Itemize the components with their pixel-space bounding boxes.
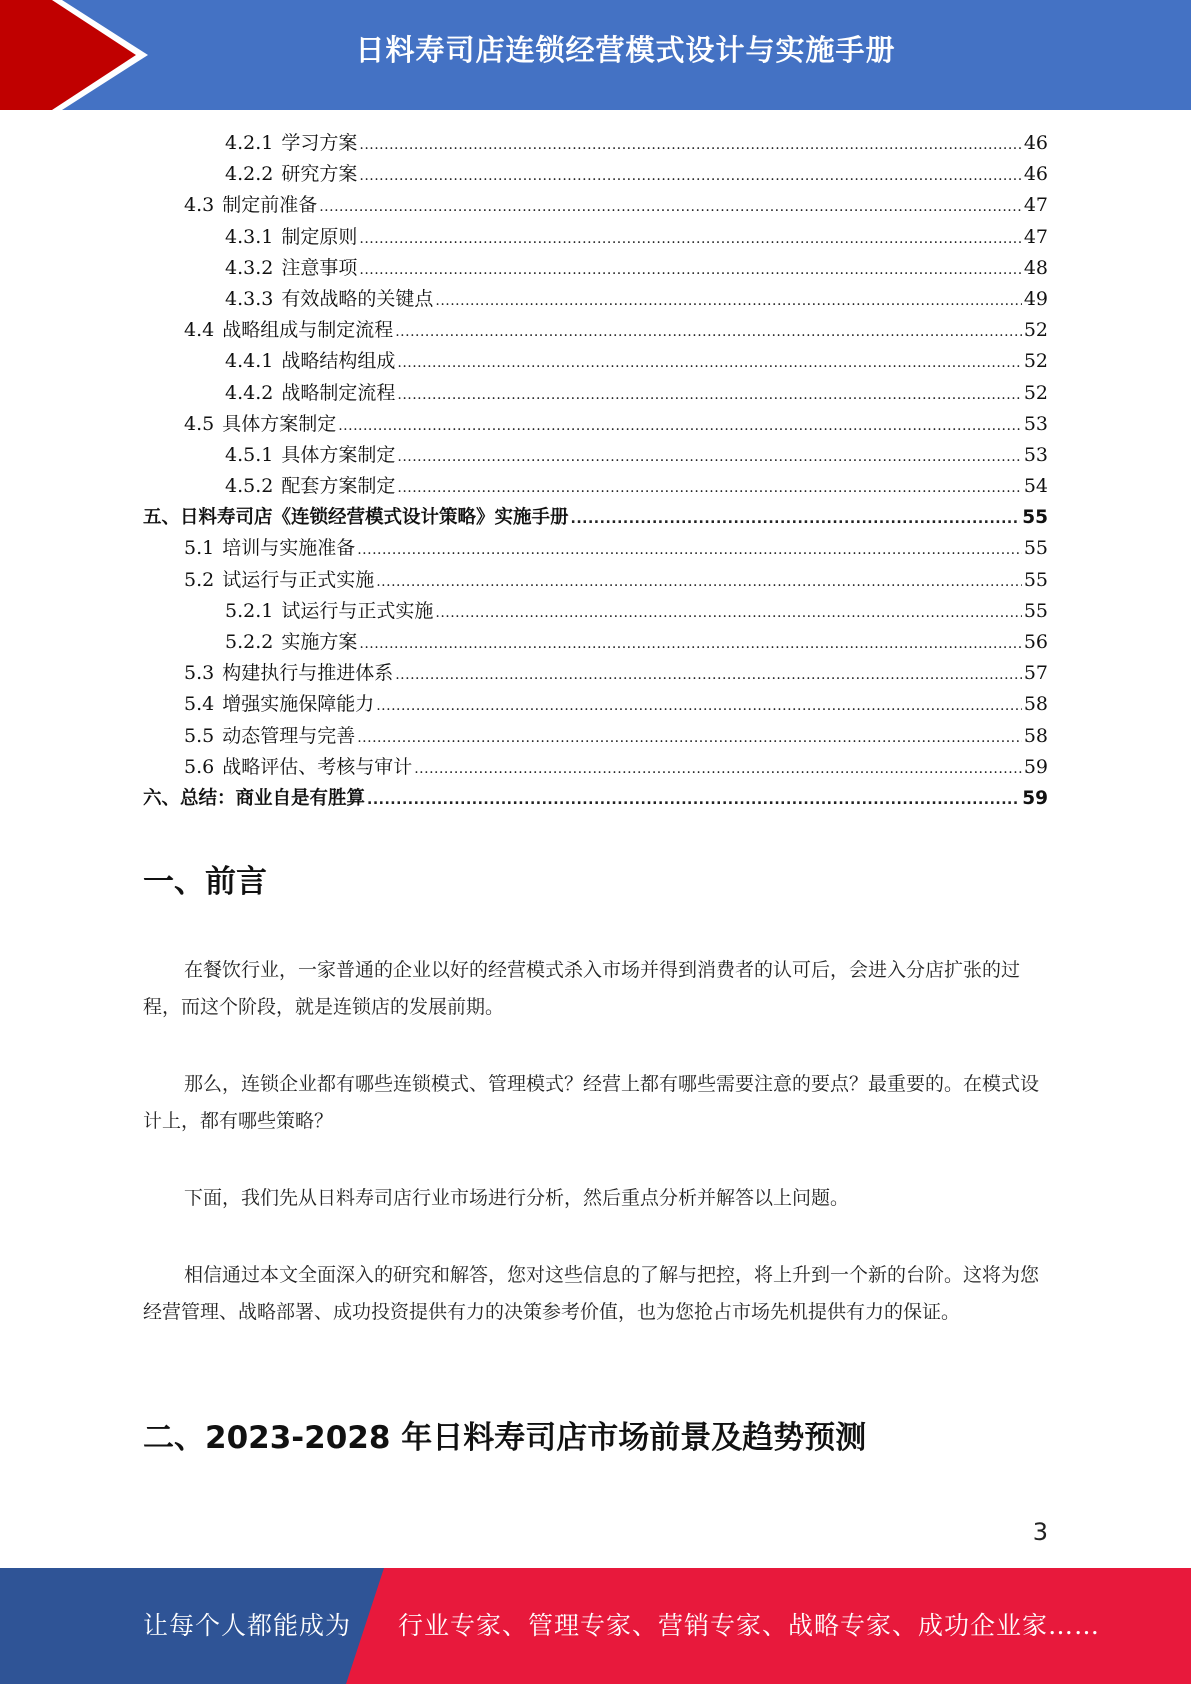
toc-entry[interactable] (143, 284, 1048, 315)
toc-dot-leader (359, 253, 1021, 284)
toc-dot-leader (414, 752, 1022, 783)
toc-entry-label: 动态管理与完善 (222, 724, 356, 747)
toc-entry-label: 配套方案制定 (281, 475, 396, 498)
toc-dot-leader (357, 533, 1022, 564)
toc-dot-leader (435, 596, 1021, 627)
toc-entry-number: 4.4.1 (225, 350, 274, 373)
toc-dot-leader (397, 346, 1021, 377)
toc-entry-number: 六、 (143, 787, 181, 809)
toc-entry-number: 5.4 (184, 693, 215, 716)
toc-entry[interactable] (143, 253, 1048, 284)
toc-dot-leader (397, 440, 1021, 471)
toc-entry-number: 5.2.2 (225, 631, 274, 653)
toc-entry-page: 53 (1023, 412, 1048, 435)
toc-entry-number: 4.2.1 (225, 132, 274, 154)
toc-dot-leader (435, 284, 1021, 315)
page-footer (0, 1568, 1191, 1684)
toc-entry[interactable] (143, 783, 1048, 814)
toc-entry-number: 4.3.2 (225, 256, 274, 279)
preface-paragraph: 下面，我们先从日料寿司店行业市场进行分析，然后重点分析并解答以上问题。 (184, 1187, 850, 1209)
toc-dot-leader (359, 627, 1021, 658)
toc-entry[interactable] (143, 471, 1048, 502)
toc-entry-number: 4.4.2 (225, 381, 274, 404)
toc-entry-page: 55 (1022, 507, 1048, 529)
section2-heading: 二、2023-2028 年日料寿司店市场前景及趋势预测 (143, 1420, 867, 1456)
toc-entry[interactable] (143, 440, 1048, 471)
toc-entry-number: 5.3 (184, 662, 215, 685)
preface-paragraph: 在餐饮行业，一家普通的企业以好的经营模式杀入市场并得到消费者的认可后，会进入分店扩张的过程，而这个阶段，就是连锁店的发展前期。 (143, 959, 1021, 1018)
toc-entry-page: 52 (1023, 319, 1048, 342)
toc-entry-label: 战略评估、考核与审计 (222, 755, 413, 778)
toc-entry[interactable] (143, 502, 1048, 533)
toc-entry-number: 5.2.1 (225, 599, 274, 622)
toc-entry-label: 战略结构组成 (281, 350, 396, 373)
toc-entry[interactable] (143, 346, 1048, 377)
toc-entry-page: 52 (1023, 350, 1048, 373)
toc-entry-label: 培训与实施准备 (222, 537, 356, 560)
table-of-contents (143, 128, 1048, 814)
toc-dot-leader (376, 565, 1022, 596)
toc-dot-leader (397, 378, 1021, 409)
toc-entry-page: 58 (1023, 693, 1048, 716)
toc-entry[interactable] (143, 565, 1048, 596)
toc-entry-page: 52 (1023, 381, 1048, 404)
toc-entry-label: 试运行与正式实施 (281, 599, 434, 622)
toc-dot-leader (359, 159, 1021, 190)
toc-entry-number: 4.4 (184, 319, 215, 342)
toc-entry-number: 5.6 (184, 755, 215, 778)
toc-entry-page: 59 (1022, 787, 1048, 809)
toc-entry-label: 研究方案 (281, 163, 358, 186)
toc-entry-page: 56 (1023, 631, 1048, 653)
toc-entry-page: 55 (1023, 537, 1048, 560)
toc-entry-label: 具体方案制定 (281, 443, 396, 466)
toc-entry-page: 57 (1023, 662, 1048, 685)
toc-entry-label: 制定原则 (281, 225, 358, 248)
toc-dot-leader (397, 471, 1021, 502)
preface-paragraph: 那么，连锁企业都有哪些连锁模式、管理模式？经营上都有哪些需要注意的要点？最重要的。在模式设计上，都有哪些策略？ (143, 1073, 1040, 1132)
document-title: 日料寿司店连锁经营模式设计与实施手册 (355, 33, 896, 67)
toc-entry-label: 注意事项 (281, 256, 358, 279)
toc-entry-number: 4.5.1 (225, 443, 274, 466)
toc-dot-leader (571, 502, 1021, 533)
toc-entry-page: 48 (1023, 256, 1048, 279)
toc-entry-number: 4.2.2 (225, 163, 274, 186)
toc-entry-number: 4.5.2 (225, 475, 274, 498)
toc-entry-number: 5.5 (184, 724, 215, 747)
toc-entry[interactable] (143, 315, 1048, 346)
toc-entry-label: 增强实施保障能力 (222, 693, 375, 716)
toc-entry-number: 4.5 (184, 412, 215, 435)
page-header (0, 0, 1191, 110)
preface-heading: 一、前言 (143, 864, 267, 900)
toc-entry[interactable] (143, 721, 1048, 752)
toc-entry[interactable] (143, 378, 1048, 409)
toc-entry-number: 4.3.3 (225, 287, 274, 310)
toc-dot-leader (395, 658, 1022, 689)
toc-entry[interactable] (143, 190, 1048, 221)
toc-entry[interactable] (143, 533, 1048, 564)
toc-entry-label: 实施方案 (281, 631, 358, 653)
toc-entry[interactable] (143, 222, 1048, 253)
toc-entry[interactable] (143, 128, 1048, 159)
toc-entry-page: 46 (1023, 132, 1048, 154)
toc-entry-label: 学习方案 (281, 132, 358, 154)
toc-entry-label: 试运行与正式实施 (222, 568, 375, 591)
preface-paragraph: 相信通过本文全面深入的研究和解答，您对这些信息的了解与把控，将上升到一个新的台阶。这将为您经营管理、战略部署、成功投资提供有力的决策参考价值，也为您抢占市场先机提供有力的保证。 (143, 1264, 1040, 1323)
toc-entry-label: 日料寿司店《连锁经营模式设计策略》实施手册 (180, 507, 569, 529)
toc-entry[interactable] (143, 689, 1048, 720)
toc-entry-label: 战略制定流程 (281, 381, 396, 404)
toc-dot-leader (357, 721, 1022, 752)
toc-entry[interactable] (143, 159, 1048, 190)
toc-entry-label: 制定前准备 (222, 194, 318, 217)
toc-entry-label: 战略组成与制定流程 (222, 319, 394, 342)
toc-entry-page: 53 (1023, 443, 1048, 466)
toc-entry-label: 构建执行与推进体系 (222, 662, 394, 685)
toc-entry-label: 有效战略的关键点 (281, 287, 434, 310)
toc-entry-number: 五、 (143, 507, 181, 529)
toc-dot-leader (359, 222, 1021, 253)
toc-entry[interactable] (143, 658, 1048, 689)
toc-entry[interactable] (143, 752, 1048, 783)
toc-entry-page: 55 (1023, 568, 1048, 591)
toc-entry-number: 5.2 (184, 568, 215, 591)
toc-entry[interactable] (143, 409, 1048, 440)
toc-entry-number: 4.3.1 (225, 225, 274, 248)
toc-entry-label: 具体方案制定 (222, 412, 337, 435)
toc-entry-page: 58 (1023, 724, 1048, 747)
toc-entry[interactable] (143, 596, 1048, 627)
page-number: 3 (1032, 1518, 1048, 1546)
footer-slogan-right: 行业专家、管理专家、营销专家、战略专家、成功企业家…… (398, 1611, 1101, 1640)
toc-entry-number: 5.1 (184, 537, 215, 560)
footer-slogan-left: 让每个人都能成为 (143, 1611, 352, 1640)
toc-entry-page: 59 (1023, 755, 1048, 778)
toc-dot-leader (359, 128, 1021, 159)
toc-entry-page: 46 (1023, 163, 1048, 186)
toc-entry[interactable] (143, 627, 1048, 658)
toc-dot-leader (367, 783, 1020, 814)
toc-dot-leader (395, 315, 1022, 346)
toc-entry-label: 总结：商业自是有胜算 (180, 787, 366, 809)
toc-entry-page: 47 (1023, 194, 1048, 217)
toc-entry-page: 47 (1023, 225, 1048, 248)
toc-dot-leader (319, 190, 1022, 221)
toc-dot-leader (376, 689, 1022, 720)
toc-entry-page: 49 (1023, 287, 1048, 310)
toc-entry-page: 55 (1023, 599, 1048, 622)
toc-dot-leader (338, 409, 1022, 440)
toc-entry-number: 4.3 (184, 194, 215, 217)
toc-entry-page: 54 (1023, 475, 1048, 498)
